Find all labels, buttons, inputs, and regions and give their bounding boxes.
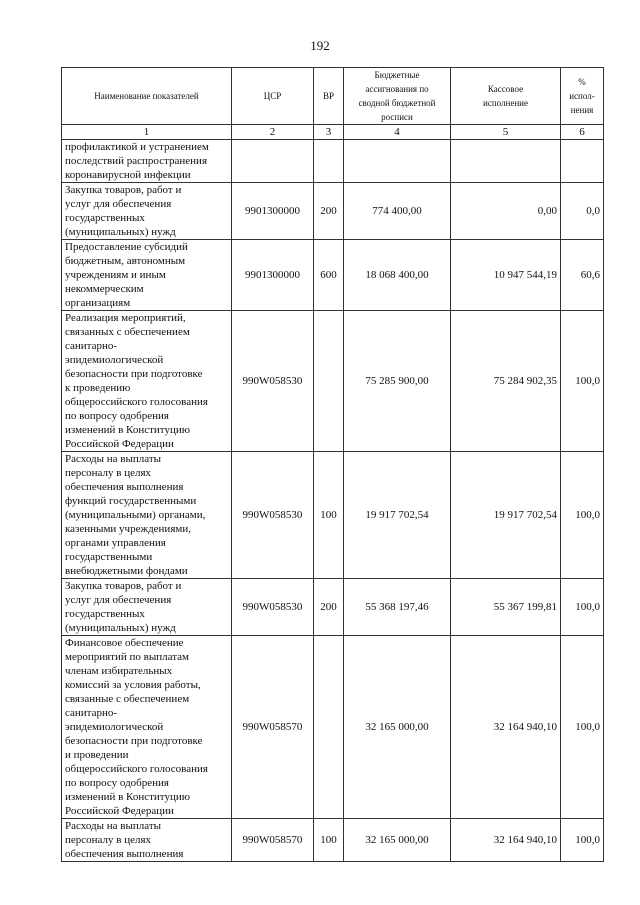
header-vr: ВР [314,68,344,125]
indicator-name-line: Расходы на выплаты [65,453,162,465]
indicator-name-line: по вопросу одобрения [65,777,169,789]
indicator-name-line: Российской Федерации [65,805,174,817]
cash-amount: 32 164 940,10 [451,636,561,819]
csr-code: 990W058530 [232,579,314,636]
indicator-name-line: казенными учреждениями, [65,523,191,535]
indicator-name-line: Реализация мероприятий, [65,312,186,324]
csr-code: 990W058530 [232,452,314,579]
column-number-row [62,125,604,140]
indicator-name [62,819,232,862]
indicator-name-line: Российской Федерации [65,438,174,450]
cash-amount: 0,00 [451,183,561,240]
indicator-name-line: государственных [65,212,145,224]
cash-amount: 75 284 902,35 [451,311,561,452]
table-row [62,183,604,240]
execution-percent: 100,0 [561,452,604,579]
header-name: Наименование показателей [62,68,232,125]
indicator-name-line: общероссийского голосования [65,763,208,775]
budget-execution-table [61,67,604,862]
header-budget: Бюджетные ассигнования по сводной бюджетной росписи [344,68,451,125]
indicator-name-line: санитарно- [65,340,118,352]
table-body [62,140,604,862]
execution-percent: 100,0 [561,819,604,862]
table-row [62,579,604,636]
indicator-name-line: и проведении [65,749,129,761]
vr-code: 200 [314,579,344,636]
indicator-name-line: бюджетным, автономным [65,255,186,267]
indicator-name [62,452,232,579]
indicator-name-line: Расходы на выплаты [65,820,162,832]
csr-code [232,140,314,183]
vr-code: 100 [314,819,344,862]
indicator-name-line: эпидемиологической [65,354,164,366]
csr-code: 9901300000 [232,183,314,240]
execution-percent: 100,0 [561,311,604,452]
vr-code: 100 [314,452,344,579]
indicator-name-line: персоналу в целях [65,834,152,846]
indicator-name-line: связанных с обеспечением [65,326,190,338]
indicator-name-line: обеспечения выполнения [65,848,184,860]
indicator-name-line: профилактикой и устранением [65,141,209,153]
indicator-name-line: эпидемиологической [65,721,164,733]
header-cash: Кассовое исполнение [451,68,561,125]
execution-percent [561,140,604,183]
indicator-name [62,140,232,183]
vr-code [314,636,344,819]
indicator-name-line: изменений в Конституцию [65,791,190,803]
column-number: 3 [314,125,344,140]
budget-amount: 32 165 000,00 [344,636,451,819]
indicator-name-line: членам избирательных [65,665,173,677]
csr-code: 9901300000 [232,240,314,311]
cash-amount: 10 947 544,19 [451,240,561,311]
execution-percent: 100,0 [561,579,604,636]
vr-code [314,140,344,183]
indicator-name [62,579,232,636]
indicator-name-line: Закупка товаров, работ и [65,580,182,592]
budget-amount: 18 068 400,00 [344,240,451,311]
indicator-name-line: санитарно- [65,707,118,719]
table-row [62,636,604,819]
header-csr: ЦСР [232,68,314,125]
indicator-name-line: общероссийского голосования [65,396,208,408]
indicator-name-line: учреждениям и иным [65,269,166,281]
csr-code: 990W058570 [232,819,314,862]
indicator-name-line: организациям [65,297,131,309]
execution-percent: 100,0 [561,636,604,819]
indicator-name-line: (муниципальных) нужд [65,226,176,238]
cash-amount: 32 164 940,10 [451,819,561,862]
indicator-name-line: (муниципальными) органами, [65,509,206,521]
budget-amount: 75 285 900,00 [344,311,451,452]
indicator-name-line: Закупка товаров, работ и [65,184,182,196]
budget-amount: 55 368 197,46 [344,579,451,636]
cash-amount: 55 367 199,81 [451,579,561,636]
indicator-name-line: обеспечения выполнения [65,481,184,493]
csr-code: 990W058570 [232,636,314,819]
table-row [62,311,604,452]
budget-amount: 19 917 702,54 [344,452,451,579]
indicator-name-line: внебюджетными фондами [65,565,188,577]
execution-percent: 0,0 [561,183,604,240]
vr-code: 600 [314,240,344,311]
indicator-name-line: персоналу в целях [65,467,152,479]
table-row [62,819,604,862]
indicator-name-line: по вопросу одобрения [65,410,169,422]
csr-code: 990W058530 [232,311,314,452]
indicator-name [62,240,232,311]
indicator-name-line: функций государственными [65,495,197,507]
indicator-name-line: услуг для обеспечения [65,198,172,210]
indicator-name-line: последствий распространения [65,155,208,167]
column-number: 4 [344,125,451,140]
budget-amount: 32 165 000,00 [344,819,451,862]
indicator-name-line: связанные с обеспечением [65,693,190,705]
indicator-name-line: безопасности при подготовке [65,735,203,747]
indicator-name-line: (муниципальных) нужд [65,622,176,634]
indicator-name-line: комиссий за условия работы, [65,679,201,691]
indicator-name-line: мероприятий по выплатам [65,651,189,663]
table-row [62,140,604,183]
cash-amount [451,140,561,183]
indicator-name-line: коронавирусной инфекции [65,169,191,181]
table-row [62,452,604,579]
indicator-name-line: к проведению [65,382,131,394]
page-number: 192 [310,38,330,53]
column-number: 6 [561,125,604,140]
table-row [62,240,604,311]
indicator-name-line: Финансовое обеспечение [65,637,184,649]
indicator-name-line: безопасности при подготовке [65,368,203,380]
cash-amount: 19 917 702,54 [451,452,561,579]
column-number: 2 [232,125,314,140]
column-number: 5 [451,125,561,140]
indicator-name [62,636,232,819]
indicator-name-line: изменений в Конституцию [65,424,190,436]
indicator-name-line: услуг для обеспечения [65,594,172,606]
indicator-name [62,183,232,240]
vr-code: 200 [314,183,344,240]
header-pct: % испол- нения [561,68,604,125]
indicator-name-line: государственных [65,608,145,620]
indicator-name-line: государственными [65,551,153,563]
indicator-name-line: некоммерческим [65,283,144,295]
vr-code [314,311,344,452]
indicator-name [62,311,232,452]
budget-amount: 774 400,00 [344,183,451,240]
execution-percent: 60,6 [561,240,604,311]
budget-amount [344,140,451,183]
header-row [62,68,604,125]
column-number: 1 [62,125,232,140]
indicator-name-line: органами управления [65,537,166,549]
indicator-name-line: Предоставление субсидий [65,241,188,253]
